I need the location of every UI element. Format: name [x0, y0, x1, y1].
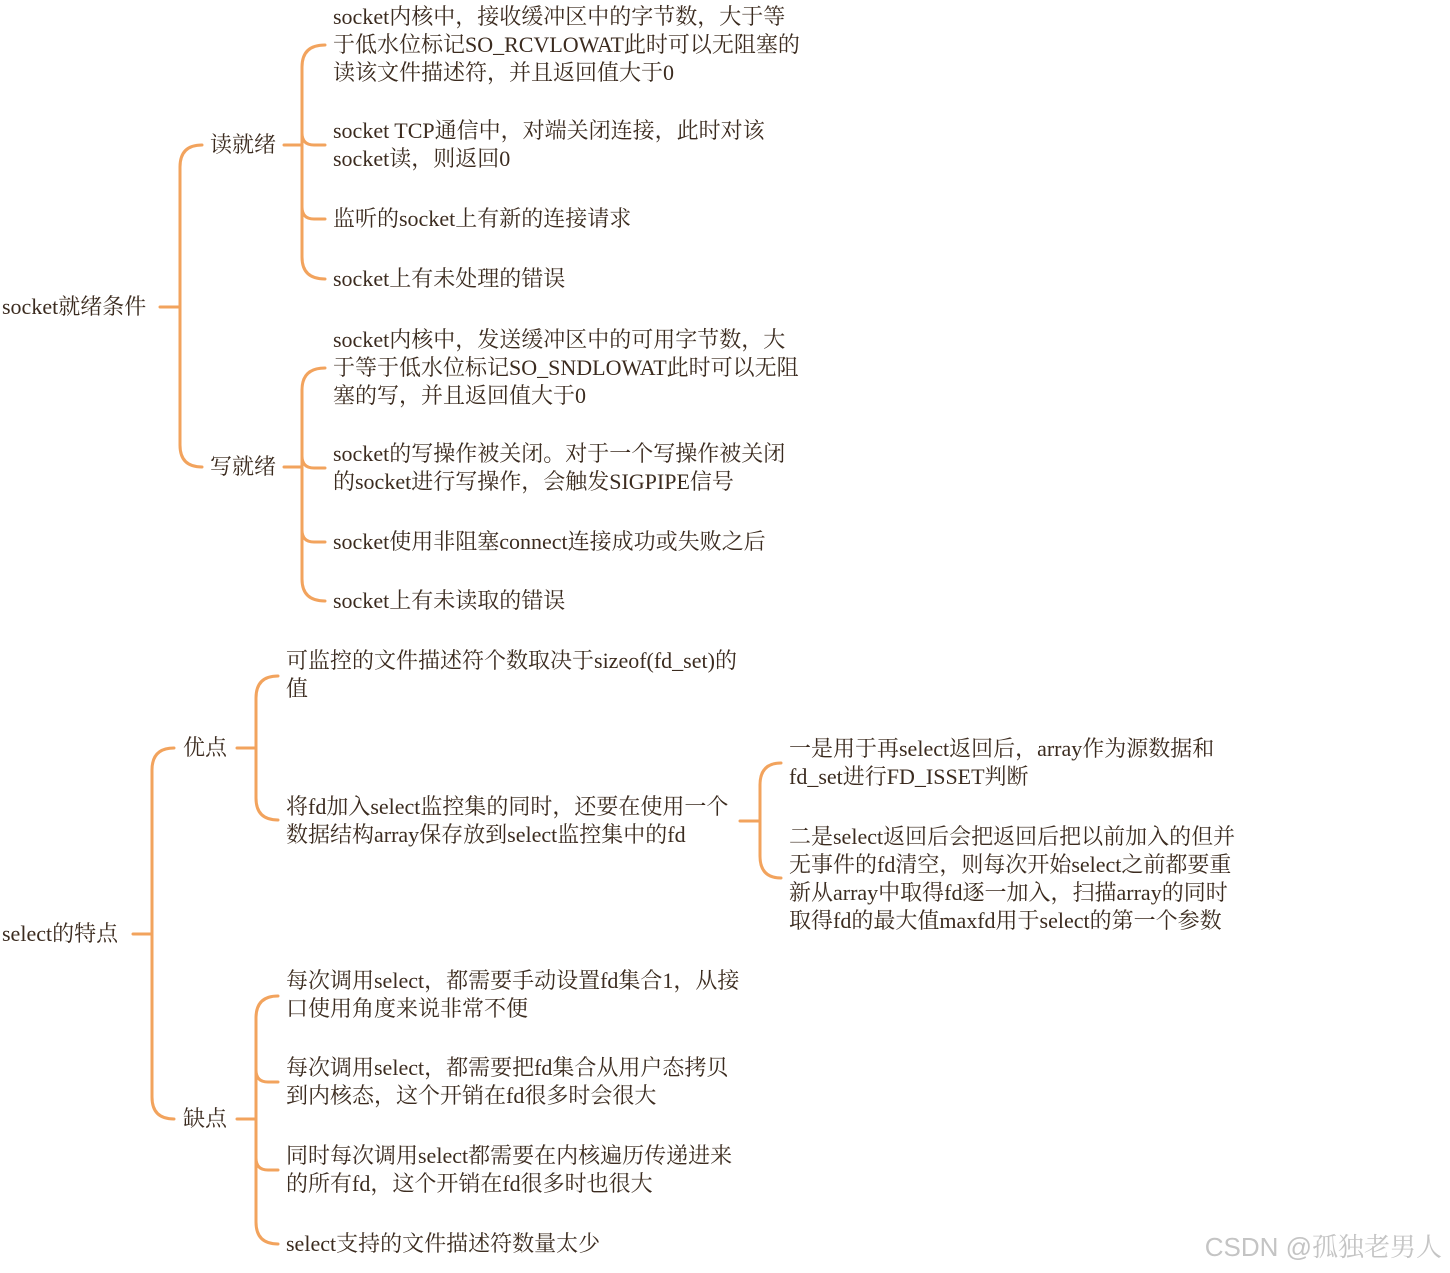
leaf-node [333, 117, 765, 173]
branch-node-disadvantages [183, 1105, 227, 1133]
leaf-node [286, 1054, 728, 1110]
node-line: socket内核中，接收缓冲区中的字节数，大于等 [333, 4, 786, 29]
node-line: 同时每次调用select都需要在内核遍历传递进来 [286, 1143, 733, 1168]
branch-node-write-ready [210, 453, 276, 481]
tick-disadvantages-3 [256, 1158, 278, 1170]
node-line: 取得fd的最大值maxfd用于select的第一个参数 [789, 908, 1222, 933]
leaf-node [789, 823, 1235, 935]
node-label: 写就绪 [210, 454, 277, 479]
node-line: socket读，则返回0 [333, 146, 511, 171]
leaf-node [789, 735, 1214, 791]
node-label: select的特点 [2, 921, 119, 946]
branch-node-advantages [183, 734, 227, 762]
leaf-node [333, 326, 799, 410]
node-line: 将fd加入select监控集的同时，还要在使用一个 [286, 794, 729, 819]
node-line: socket上有未处理的错误 [333, 266, 566, 291]
bracket-disadvantages [256, 996, 278, 1244]
tick-disadvantages-2 [256, 1070, 278, 1082]
node-line: 监听的socket上有新的连接请求 [333, 206, 632, 231]
node-label: 缺点 [183, 1106, 228, 1131]
node-line: 读该文件描述符，并且返回值大于0 [333, 60, 675, 85]
node-line: socket的写操作被关闭。对于一个写操作被关闭 [333, 441, 786, 466]
watermark-text: CSDN @孤独老男人 [1204, 1232, 1442, 1262]
node-line: 于等于低水位标记SO_SNDLOWAT此时可以无阻 [333, 355, 799, 380]
node-line: 每次调用select，都需要手动设置fd集合1，从接 [286, 968, 740, 993]
leaf-node [286, 1142, 732, 1198]
tick-write-ready-2 [302, 456, 325, 468]
leaf-node [333, 265, 565, 293]
leaf-node [333, 587, 565, 615]
leaf-node [333, 205, 631, 233]
sub-branch-node-array [286, 793, 728, 849]
tick-read-ready-2 [302, 133, 325, 145]
branch-node-read-ready [210, 131, 276, 159]
node-line: 到内核态，这个开销在fd很多时会很大 [286, 1083, 657, 1108]
bracket-read-ready [302, 45, 325, 279]
node-line: 一是用于再select返回后，array作为源数据和 [789, 736, 1215, 761]
root-node-socket-ready [2, 293, 146, 321]
bracket-write-ready [302, 368, 325, 601]
node-label: 优点 [183, 735, 228, 760]
node-line: 值 [286, 676, 309, 701]
root-node-select-features [2, 920, 118, 948]
node-line: socket TCP通信中，对端关闭连接，此时对该 [333, 118, 765, 143]
node-label: 读就绪 [210, 132, 277, 157]
leaf-node [333, 440, 785, 496]
node-line: select支持的文件描述符数量太少 [286, 1231, 601, 1256]
node-line: 数据结构array保存放到select监控集中的fd [286, 822, 686, 847]
node-line: 新从array中取得fd逐一加入，扫描array的同时 [789, 880, 1228, 905]
node-line: fd_set进行FD_ISSET判断 [789, 764, 1029, 789]
node-line: socket内核中，发送缓冲区中的可用字节数，大 [333, 327, 786, 352]
node-line: socket上有未读取的错误 [333, 588, 566, 613]
node-line: 塞的写，并且返回值大于0 [333, 383, 587, 408]
node-line: 每次调用select，都需要把fd集合从用户态拷贝 [286, 1055, 729, 1080]
leaf-node [333, 528, 766, 556]
node-line: 的socket进行写操作，会触发SIGPIPE信号 [333, 469, 734, 494]
leaf-node [286, 967, 739, 1023]
node-line: 口使用角度来说非常不便 [286, 996, 529, 1021]
node-line: 可监控的文件描述符个数取决于sizeof(fd_set)的 [286, 648, 737, 673]
node-line: 的所有fd，这个开销在fd很多时也很大 [286, 1171, 653, 1196]
bracket-advantages [256, 676, 278, 820]
tick-read-ready-3 [302, 207, 325, 219]
leaf-node [286, 1230, 600, 1258]
node-line: 于低水位标记SO_RCVLOWAT此时可以无阻塞的 [333, 32, 800, 57]
node-line: 无事件的fd清空，则每次开始select之前都要重 [789, 852, 1232, 877]
node-line: 二是select返回后会把返回后把以前加入的但并 [789, 824, 1236, 849]
bracket-array-note [760, 763, 781, 878]
bracket-socket-root [180, 145, 202, 467]
tick-write-ready-3 [302, 530, 325, 542]
node-label: socket就绪条件 [2, 294, 147, 319]
node-line: socket使用非阻塞connect连接成功或失败之后 [333, 529, 766, 554]
leaf-node [286, 647, 737, 703]
leaf-node [333, 3, 800, 87]
bracket-select-root [152, 748, 174, 1119]
